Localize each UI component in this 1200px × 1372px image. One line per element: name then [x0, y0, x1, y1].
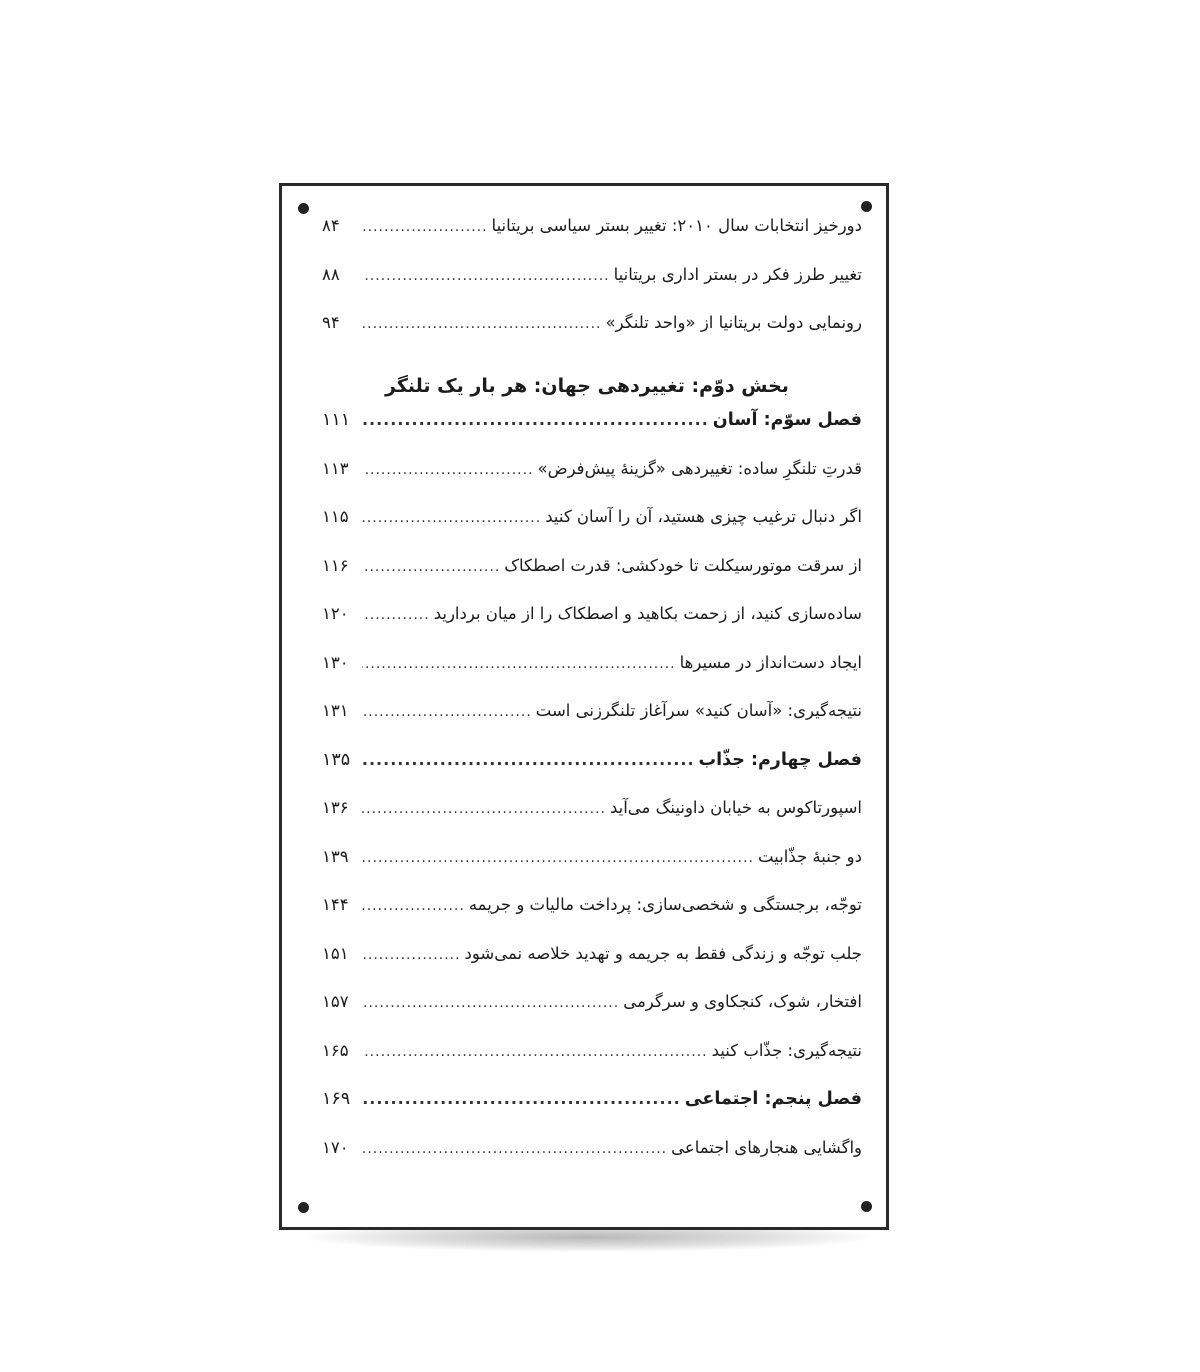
- toc-entry-title: رونمایی دولت بریتانیا از «واحد تلنگر»: [605, 313, 862, 332]
- toc-entry-page: ۸۴: [322, 216, 340, 235]
- toc-entry-title: تغییر طرز فکر در بستر اداری بریتانیا: [613, 264, 862, 284]
- toc-entry: [322, 604, 862, 653]
- toc-entry: [322, 798, 862, 847]
- dot-leader: [362, 995, 619, 1011]
- chapter-page: ۱۱۱: [322, 410, 351, 430]
- dot-leader: [362, 1089, 681, 1108]
- toc-entry-page: ۱۳۹: [322, 846, 349, 866]
- toc-entry-title: ایجاد دست‌انداز در مسیرها: [679, 652, 862, 672]
- dot-leader: [362, 462, 534, 478]
- toc-page: [279, 183, 889, 1230]
- toc-entry-page: ۱۱۶: [322, 555, 349, 575]
- toc-entry-title: دورخیز انتخابات سال ۲۰۱۰: تغییر بستر سیاسی بریتانیا: [491, 216, 862, 235]
- toc-entry: [322, 459, 862, 508]
- toc-entry-page: ۱۳۱: [322, 701, 349, 720]
- chapter-page: ۱۶۹: [322, 1089, 351, 1109]
- toc-entry-page: ۱۶۵: [322, 1040, 349, 1060]
- toc-entry-title: افتخار، شوک، کنجکاوی و سرگرمی: [623, 992, 862, 1011]
- toc-entry-page: ۱۳۶: [322, 798, 349, 817]
- toc-chapter: [322, 410, 862, 459]
- toc-entry-page: ۱۱۵: [322, 507, 349, 526]
- section-heading: بخش دوّم: تغییردهی جهان: هر بار یک تلنگر: [385, 374, 789, 397]
- toc-entry: [322, 895, 862, 944]
- toc-entry: [322, 265, 862, 314]
- dot-leader: [362, 850, 754, 866]
- dot-leader: [362, 898, 465, 914]
- toc-entry-page: ۱۷۰: [322, 1137, 349, 1157]
- toc-entry-page: ۱۱۳: [322, 458, 349, 478]
- corner-dot-icon: [298, 203, 309, 214]
- toc-entry-title: واگشایی هنجارهای اجتماعی: [671, 1137, 862, 1157]
- toc-entry: [322, 313, 862, 362]
- toc-chapter: [322, 1089, 862, 1138]
- toc-entry-page: ۸۸: [322, 264, 340, 284]
- chapter-title: فصل پنجم: اجتماعی: [684, 1089, 862, 1109]
- toc-entry-page: ۹۴: [322, 313, 340, 332]
- dot-leader: [362, 607, 430, 623]
- toc-entry-title: دو جنبهٔ جذّابیت: [757, 846, 862, 866]
- toc-entry-page: ۱۵۷: [322, 992, 349, 1011]
- dot-leader: [362, 656, 676, 672]
- dot-leader: [362, 947, 461, 963]
- chapter-title: فصل چهارم: جذّاب: [698, 749, 862, 770]
- toc-entry: [322, 1138, 862, 1187]
- toc-entry: [322, 701, 862, 750]
- corner-dot-icon: [861, 201, 872, 212]
- toc-entry: [322, 653, 862, 702]
- toc-entry-page: ۱۲۰: [322, 604, 349, 623]
- toc-chapter: [322, 750, 862, 799]
- toc-entry-page: ۱۴۴: [322, 895, 349, 914]
- toc-entry: [322, 992, 862, 1041]
- toc-entry-page: ۱۳۰: [322, 652, 349, 672]
- chapter-title: فصل سوّم: آسان: [712, 410, 862, 430]
- dot-leader: [362, 219, 488, 235]
- toc-entry-title: توجّه، برجستگی و شخصی‌سازی: پرداخت مالیات و جریمه: [468, 895, 862, 914]
- dot-leader: [362, 559, 500, 575]
- dot-leader: [362, 801, 606, 817]
- toc-entry: [322, 1041, 862, 1090]
- chapter-page: ۱۳۵: [322, 749, 351, 770]
- dot-leader: [362, 510, 541, 526]
- dot-leader: [362, 410, 709, 429]
- dot-leader: [362, 1141, 667, 1157]
- toc-entry: [322, 847, 862, 896]
- toc-entry: [322, 944, 862, 993]
- corner-dot-icon: [861, 1201, 872, 1212]
- dot-leader: [362, 1044, 708, 1060]
- toc-entry: [322, 216, 862, 265]
- toc-entry-title: جلب توجّه و زندگی فقط به جریمه و تهدید خلاصه نمی‌شود: [464, 943, 862, 963]
- toc-entry: [322, 507, 862, 556]
- dot-leader: [362, 750, 695, 769]
- toc-entry-title: اسپورتاکوس به خیابان داونینگ می‌آید: [609, 798, 862, 817]
- toc-entry-page: ۱۵۱: [322, 943, 349, 963]
- toc-entry: [322, 556, 862, 605]
- toc-entry-title: ساده‌سازی کنید، از زحمت بکاهید و اصطکاک را از میان بردارید: [433, 604, 862, 623]
- toc-entry-title: نتیجه‌گیری: «آسان کنید» سرآغاز تلنگرزنی است: [535, 701, 862, 720]
- dot-leader: [362, 704, 532, 720]
- corner-dot-icon: [298, 1202, 309, 1213]
- dot-leader: [362, 316, 601, 332]
- table-of-contents: [322, 216, 862, 1186]
- toc-entry-title: نتیجه‌گیری: جذّاب کنید: [711, 1040, 862, 1060]
- toc-entry-title: قدرتِ تلنگرِ ساده: تغییردهی «گزینهٔ پیش‌فرض»: [537, 458, 862, 478]
- toc-entry-title: اگر دنبال ترغیب چیزی هستید، آن را آسان کنید: [545, 507, 862, 526]
- toc-entry-title: از سرقت موتورسیکلت تا خودکشی: قدرت اصطکاک: [504, 555, 862, 575]
- dot-leader: [362, 268, 610, 284]
